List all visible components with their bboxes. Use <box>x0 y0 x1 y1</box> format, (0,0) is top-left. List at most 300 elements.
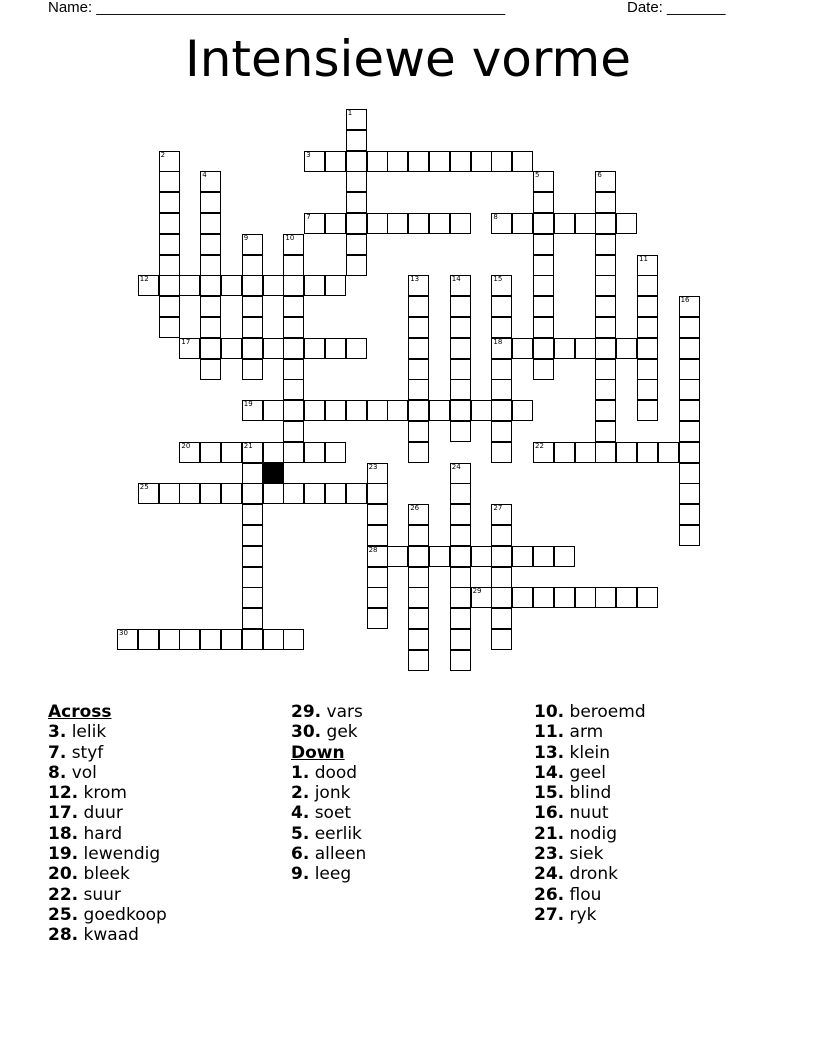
grid-cell[interactable] <box>637 338 658 359</box>
grid-cell[interactable] <box>595 317 616 338</box>
grid-cell[interactable] <box>346 255 367 276</box>
grid-cell[interactable] <box>263 483 284 504</box>
grid-cell[interactable] <box>159 275 180 296</box>
grid-cell[interactable] <box>450 546 471 567</box>
grid-cell[interactable] <box>242 567 263 588</box>
grid-cell[interactable] <box>159 213 180 234</box>
grid-cell[interactable] <box>450 504 471 525</box>
grid-cell[interactable] <box>512 151 533 172</box>
grid-cell[interactable] <box>491 400 512 421</box>
grid-cell[interactable] <box>387 151 408 172</box>
grid-cell[interactable] <box>533 587 554 608</box>
grid-cell[interactable] <box>637 400 658 421</box>
grid-cell[interactable] <box>346 400 367 421</box>
clue-number: 19. <box>48 844 79 865</box>
grid-cell[interactable] <box>242 525 263 546</box>
clue-text: eerlik <box>309 823 362 844</box>
grid-cell[interactable] <box>242 400 263 421</box>
grid-cell[interactable] <box>408 379 429 400</box>
grid-cell[interactable] <box>283 629 304 650</box>
grid-cell[interactable] <box>575 442 596 463</box>
grid-cell[interactable] <box>679 379 700 400</box>
grid-cell[interactable] <box>221 629 242 650</box>
clue-text: krom <box>78 783 127 804</box>
grid-cell[interactable] <box>242 275 263 296</box>
clue-text: hard <box>78 823 123 844</box>
grid-cell[interactable] <box>408 338 429 359</box>
grid-cell[interactable] <box>200 234 221 255</box>
grid-cell[interactable] <box>325 213 346 234</box>
clue-number: 23. <box>534 844 565 865</box>
grid-cell[interactable] <box>242 546 263 567</box>
grid-cell[interactable] <box>491 338 512 359</box>
grid-cell[interactable] <box>304 213 325 234</box>
clue-column-1 <box>48 702 288 946</box>
grid-cell[interactable] <box>533 192 554 213</box>
grid-cell[interactable] <box>242 338 263 359</box>
grid-cell[interactable] <box>450 296 471 317</box>
clue-text: beroemd <box>564 702 646 722</box>
grid-cell[interactable] <box>283 379 304 400</box>
grid-cell[interactable] <box>471 400 492 421</box>
grid-cell[interactable] <box>512 338 533 359</box>
grid-cell[interactable] <box>408 504 429 525</box>
grid-cell[interactable] <box>595 400 616 421</box>
grid-cell[interactable] <box>200 192 221 213</box>
grid-cell[interactable] <box>159 255 180 276</box>
grid-cell[interactable] <box>283 255 304 276</box>
grid-cell[interactable] <box>533 546 554 567</box>
grid-cell[interactable] <box>554 213 575 234</box>
grid-cell[interactable] <box>325 275 346 296</box>
grid-cell[interactable] <box>159 296 180 317</box>
grid-cell[interactable] <box>408 629 429 650</box>
grid-cell[interactable] <box>679 504 700 525</box>
grid-cell[interactable] <box>179 275 200 296</box>
grid-cell[interactable] <box>242 442 263 463</box>
grid-cell[interactable] <box>491 379 512 400</box>
clue-text: ryk <box>564 904 597 925</box>
grid-cell[interactable] <box>159 234 180 255</box>
grid-cell[interactable] <box>450 650 471 671</box>
clue-item <box>534 803 774 823</box>
grid-cell[interactable] <box>242 234 263 255</box>
clue-item <box>534 824 774 844</box>
grid-cell[interactable] <box>138 275 159 296</box>
grid-cell[interactable] <box>346 171 367 192</box>
grid-cell[interactable] <box>367 151 388 172</box>
grid-cell[interactable] <box>679 359 700 380</box>
grid-cell[interactable] <box>200 317 221 338</box>
grid-cell[interactable] <box>242 483 263 504</box>
grid-cell[interactable] <box>533 255 554 276</box>
clue-item <box>48 905 288 925</box>
grid-cell[interactable] <box>304 275 325 296</box>
grid-cell[interactable] <box>117 629 138 650</box>
clue-item <box>48 743 288 763</box>
grid-cell[interactable] <box>637 275 658 296</box>
clue-item <box>48 844 288 864</box>
grid-cell[interactable] <box>200 213 221 234</box>
clue-number: 3. <box>48 722 67 743</box>
name-field-label[interactable]: Name: _________________________________________________ <box>48 0 506 16</box>
grid-cell[interactable] <box>387 546 408 567</box>
grid-cell[interactable] <box>491 587 512 608</box>
grid-cell[interactable] <box>491 608 512 629</box>
grid-cell[interactable] <box>325 483 346 504</box>
grid-cell[interactable] <box>491 442 512 463</box>
grid-cell[interactable] <box>346 234 367 255</box>
grid-cell[interactable] <box>429 400 450 421</box>
grid-cell[interactable] <box>679 296 700 317</box>
grid-cell[interactable] <box>263 275 284 296</box>
grid-cell[interactable] <box>242 296 263 317</box>
grid-cell[interactable] <box>471 546 492 567</box>
grid-cell[interactable] <box>159 629 180 650</box>
grid-cell[interactable] <box>679 442 700 463</box>
grid-cell[interactable] <box>533 338 554 359</box>
grid-cell[interactable] <box>450 525 471 546</box>
grid-cell[interactable] <box>512 587 533 608</box>
grid-cell[interactable] <box>263 400 284 421</box>
grid-cell[interactable] <box>242 463 263 484</box>
grid-cell[interactable] <box>575 338 596 359</box>
grid-cell[interactable] <box>575 587 596 608</box>
grid-cell[interactable] <box>367 608 388 629</box>
grid-cell[interactable] <box>450 567 471 588</box>
grid-cell[interactable] <box>408 213 429 234</box>
grid-cell[interactable] <box>408 608 429 629</box>
grid-cell[interactable] <box>450 151 471 172</box>
grid-cell[interactable] <box>595 379 616 400</box>
clue-number: 5. <box>291 823 310 844</box>
grid-cell[interactable] <box>408 317 429 338</box>
grid-cell[interactable] <box>221 338 242 359</box>
grid-cell[interactable] <box>512 546 533 567</box>
grid-cell[interactable] <box>450 213 471 234</box>
grid-cell[interactable] <box>200 483 221 504</box>
grid-cell[interactable] <box>595 171 616 192</box>
cell-number: 6 <box>597 171 602 180</box>
grid-cell[interactable] <box>450 421 471 442</box>
cell-number: 23 <box>368 462 378 471</box>
grid-cell[interactable] <box>616 338 637 359</box>
grid-cell[interactable] <box>387 213 408 234</box>
grid-cell[interactable] <box>242 629 263 650</box>
grid-cell[interactable] <box>679 400 700 421</box>
grid-cell[interactable] <box>491 213 512 234</box>
grid-cell[interactable] <box>346 483 367 504</box>
grid-cell[interactable] <box>221 483 242 504</box>
clue-number: 7. <box>48 742 67 763</box>
grid-cell[interactable] <box>408 525 429 546</box>
grid-cell[interactable] <box>387 400 408 421</box>
grid-cell[interactable] <box>408 275 429 296</box>
grid-cell[interactable] <box>221 442 242 463</box>
grid-cell[interactable] <box>200 442 221 463</box>
grid-cell[interactable] <box>367 504 388 525</box>
grid-cell[interactable] <box>408 650 429 671</box>
grid-cell[interactable] <box>242 504 263 525</box>
grid-cell[interactable] <box>679 483 700 504</box>
grid-cell[interactable] <box>367 567 388 588</box>
grid-cell[interactable] <box>554 338 575 359</box>
grid-cell[interactable] <box>595 442 616 463</box>
grid-cell[interactable] <box>200 629 221 650</box>
grid-cell[interactable] <box>637 255 658 276</box>
grid-cell[interactable] <box>367 587 388 608</box>
cell-number: 10 <box>285 233 295 242</box>
grid-cell[interactable] <box>533 171 554 192</box>
grid-cell[interactable] <box>637 317 658 338</box>
clue-number: 9. <box>291 864 310 885</box>
grid-cell[interactable] <box>325 442 346 463</box>
grid-cell[interactable] <box>159 171 180 192</box>
grid-cell[interactable] <box>595 359 616 380</box>
grid-cell[interactable] <box>179 629 200 650</box>
grid-cell[interactable] <box>450 587 471 608</box>
clue-item <box>534 783 774 803</box>
grid-cell[interactable] <box>283 317 304 338</box>
grid-cell[interactable] <box>491 296 512 317</box>
clue-number: 4. <box>291 803 310 824</box>
grid-cell[interactable] <box>533 442 554 463</box>
grid-cell[interactable] <box>679 463 700 484</box>
grid-cell[interactable] <box>367 400 388 421</box>
grid-cell[interactable] <box>179 442 200 463</box>
grid-cell[interactable] <box>491 359 512 380</box>
grid-cell[interactable] <box>595 296 616 317</box>
cell-number: 27 <box>493 504 503 513</box>
grid-cell[interactable] <box>679 338 700 359</box>
grid-cell[interactable] <box>200 171 221 192</box>
grid-cell[interactable] <box>408 546 429 567</box>
clue-item <box>291 864 531 884</box>
grid-cell[interactable] <box>491 275 512 296</box>
grid-cell[interactable] <box>429 151 450 172</box>
clue-number: 14. <box>534 762 565 783</box>
clue-number: 12. <box>48 783 79 804</box>
grid-cell[interactable] <box>179 483 200 504</box>
grid-cell[interactable] <box>616 587 637 608</box>
grid-cell[interactable] <box>512 400 533 421</box>
clue-item <box>534 905 774 925</box>
clue-text: lewendig <box>78 844 161 865</box>
clue-number: 16. <box>534 803 565 824</box>
grid-cell[interactable] <box>491 151 512 172</box>
grid-cell[interactable] <box>200 296 221 317</box>
grid-cell[interactable] <box>367 483 388 504</box>
grid-cell[interactable] <box>533 275 554 296</box>
grid-cell[interactable] <box>200 359 221 380</box>
grid-cell[interactable] <box>304 400 325 421</box>
grid-cell[interactable] <box>200 275 221 296</box>
grid-cell[interactable] <box>159 483 180 504</box>
grid-cell[interactable] <box>491 546 512 567</box>
cell-number: 21 <box>243 441 253 450</box>
clue-number: 21. <box>534 823 565 844</box>
grid-cell[interactable] <box>346 130 367 151</box>
clue-text: vars <box>321 702 363 722</box>
grid-cell[interactable] <box>637 442 658 463</box>
grid-cell[interactable] <box>408 359 429 380</box>
grid-cell[interactable] <box>242 608 263 629</box>
grid-cell[interactable] <box>304 338 325 359</box>
grid-cell[interactable] <box>346 338 367 359</box>
grid-cell[interactable] <box>471 587 492 608</box>
grid-cell[interactable] <box>450 608 471 629</box>
grid-cell[interactable] <box>283 483 304 504</box>
grid-cell[interactable] <box>429 213 450 234</box>
grid-cell[interactable] <box>595 587 616 608</box>
grid-cell[interactable] <box>242 587 263 608</box>
grid-cell[interactable] <box>658 442 679 463</box>
grid-cell[interactable] <box>408 421 429 442</box>
grid-cell[interactable] <box>491 567 512 588</box>
grid-cell[interactable] <box>491 504 512 525</box>
grid-cell[interactable] <box>491 525 512 546</box>
grid-cell[interactable] <box>450 317 471 338</box>
grid-cell[interactable] <box>200 338 221 359</box>
grid-cell[interactable] <box>533 213 554 234</box>
grid-cell[interactable] <box>491 317 512 338</box>
grid-cell[interactable] <box>554 587 575 608</box>
grid-cell[interactable] <box>408 567 429 588</box>
grid-cell[interactable] <box>595 338 616 359</box>
grid-cell[interactable] <box>179 338 200 359</box>
grid-cell[interactable] <box>263 338 284 359</box>
grid-cell[interactable] <box>595 234 616 255</box>
grid-cell[interactable] <box>616 442 637 463</box>
grid-cell[interactable] <box>533 296 554 317</box>
cell-number: 22 <box>535 441 544 450</box>
grid-cell[interactable] <box>283 296 304 317</box>
grid-cell[interactable] <box>325 400 346 421</box>
clue-text: klein <box>564 742 611 763</box>
grid-cell[interactable] <box>679 525 700 546</box>
grid-cell[interactable] <box>159 151 180 172</box>
grid-cell[interactable] <box>595 192 616 213</box>
grid-cell[interactable] <box>637 359 658 380</box>
grid-cell[interactable] <box>408 151 429 172</box>
clue-item <box>534 885 774 905</box>
grid-cell[interactable] <box>367 213 388 234</box>
grid-cell[interactable] <box>304 151 325 172</box>
grid-cell[interactable] <box>595 255 616 276</box>
grid-cell[interactable] <box>263 629 284 650</box>
clue-number: 11. <box>534 722 565 743</box>
clue-item <box>534 722 774 742</box>
clue-number: 30. <box>291 722 322 743</box>
date-field-label[interactable]: Date: _______ <box>627 0 726 16</box>
grid-cell[interactable] <box>450 379 471 400</box>
clue-item <box>534 763 774 783</box>
grid-cell[interactable] <box>533 359 554 380</box>
grid-cell[interactable] <box>242 317 263 338</box>
grid-cell[interactable] <box>367 546 388 567</box>
grid-cell[interactable] <box>346 151 367 172</box>
grid-cell[interactable] <box>408 400 429 421</box>
grid-cell[interactable] <box>595 275 616 296</box>
grid-cell[interactable] <box>283 275 304 296</box>
grid-cell[interactable] <box>450 463 471 484</box>
grid-cell[interactable] <box>637 296 658 317</box>
grid-cell[interactable] <box>408 587 429 608</box>
grid-cell[interactable] <box>595 421 616 442</box>
grid-cell[interactable] <box>200 255 221 276</box>
grid-cell[interactable] <box>283 359 304 380</box>
grid-cell[interactable] <box>637 379 658 400</box>
clue-number: 2. <box>291 783 310 804</box>
grid-cell[interactable] <box>138 629 159 650</box>
grid-cell[interactable] <box>221 275 242 296</box>
grid-cell[interactable] <box>491 629 512 650</box>
clue-column-3 <box>534 702 774 925</box>
grid-cell[interactable] <box>408 296 429 317</box>
grid-cell[interactable] <box>679 317 700 338</box>
grid-cell[interactable] <box>138 483 159 504</box>
grid-cell[interactable] <box>450 483 471 504</box>
grid-cell[interactable] <box>283 400 304 421</box>
grid-cell[interactable] <box>159 317 180 338</box>
grid-cell[interactable] <box>283 234 304 255</box>
grid-cell[interactable] <box>367 463 388 484</box>
grid-cell[interactable] <box>304 442 325 463</box>
grid-cell[interactable] <box>554 442 575 463</box>
cell-number: 11 <box>639 254 648 263</box>
grid-cell[interactable] <box>533 317 554 338</box>
grid-cell[interactable] <box>450 400 471 421</box>
grid-cell[interactable] <box>242 359 263 380</box>
grid-cell[interactable] <box>304 483 325 504</box>
grid-cell[interactable] <box>450 629 471 650</box>
grid-cell[interactable] <box>325 151 346 172</box>
grid-cell[interactable] <box>325 338 346 359</box>
clue-number: 1. <box>291 762 310 783</box>
grid-cell[interactable] <box>450 275 471 296</box>
grid-cell[interactable] <box>595 213 616 234</box>
grid-cell[interactable] <box>450 359 471 380</box>
grid-cell[interactable] <box>283 442 304 463</box>
cell-number: 4 <box>202 171 207 180</box>
grid-cell[interactable] <box>429 546 450 567</box>
clue-item <box>534 844 774 864</box>
grid-cell[interactable] <box>471 151 492 172</box>
grid-cell[interactable] <box>679 421 700 442</box>
grid-cell[interactable] <box>367 525 388 546</box>
grid-cell[interactable] <box>283 338 304 359</box>
grid-cell[interactable] <box>242 255 263 276</box>
grid-cell[interactable] <box>616 213 637 234</box>
grid-cell[interactable] <box>512 213 533 234</box>
grid-cell[interactable] <box>533 234 554 255</box>
grid-cell[interactable] <box>346 213 367 234</box>
grid-cell[interactable] <box>346 109 367 130</box>
grid-cell[interactable] <box>554 546 575 567</box>
grid-cell[interactable] <box>263 442 284 463</box>
grid-cell[interactable] <box>450 338 471 359</box>
grid-cell[interactable] <box>346 192 367 213</box>
grid-cell[interactable] <box>159 192 180 213</box>
grid-cell[interactable] <box>283 421 304 442</box>
clue-item <box>291 783 531 803</box>
grid-cell[interactable] <box>637 587 658 608</box>
clue-number: 26. <box>534 884 565 905</box>
clue-item <box>534 702 774 722</box>
grid-cell[interactable] <box>491 421 512 442</box>
grid-cell[interactable] <box>408 442 429 463</box>
grid-cell[interactable] <box>575 213 596 234</box>
